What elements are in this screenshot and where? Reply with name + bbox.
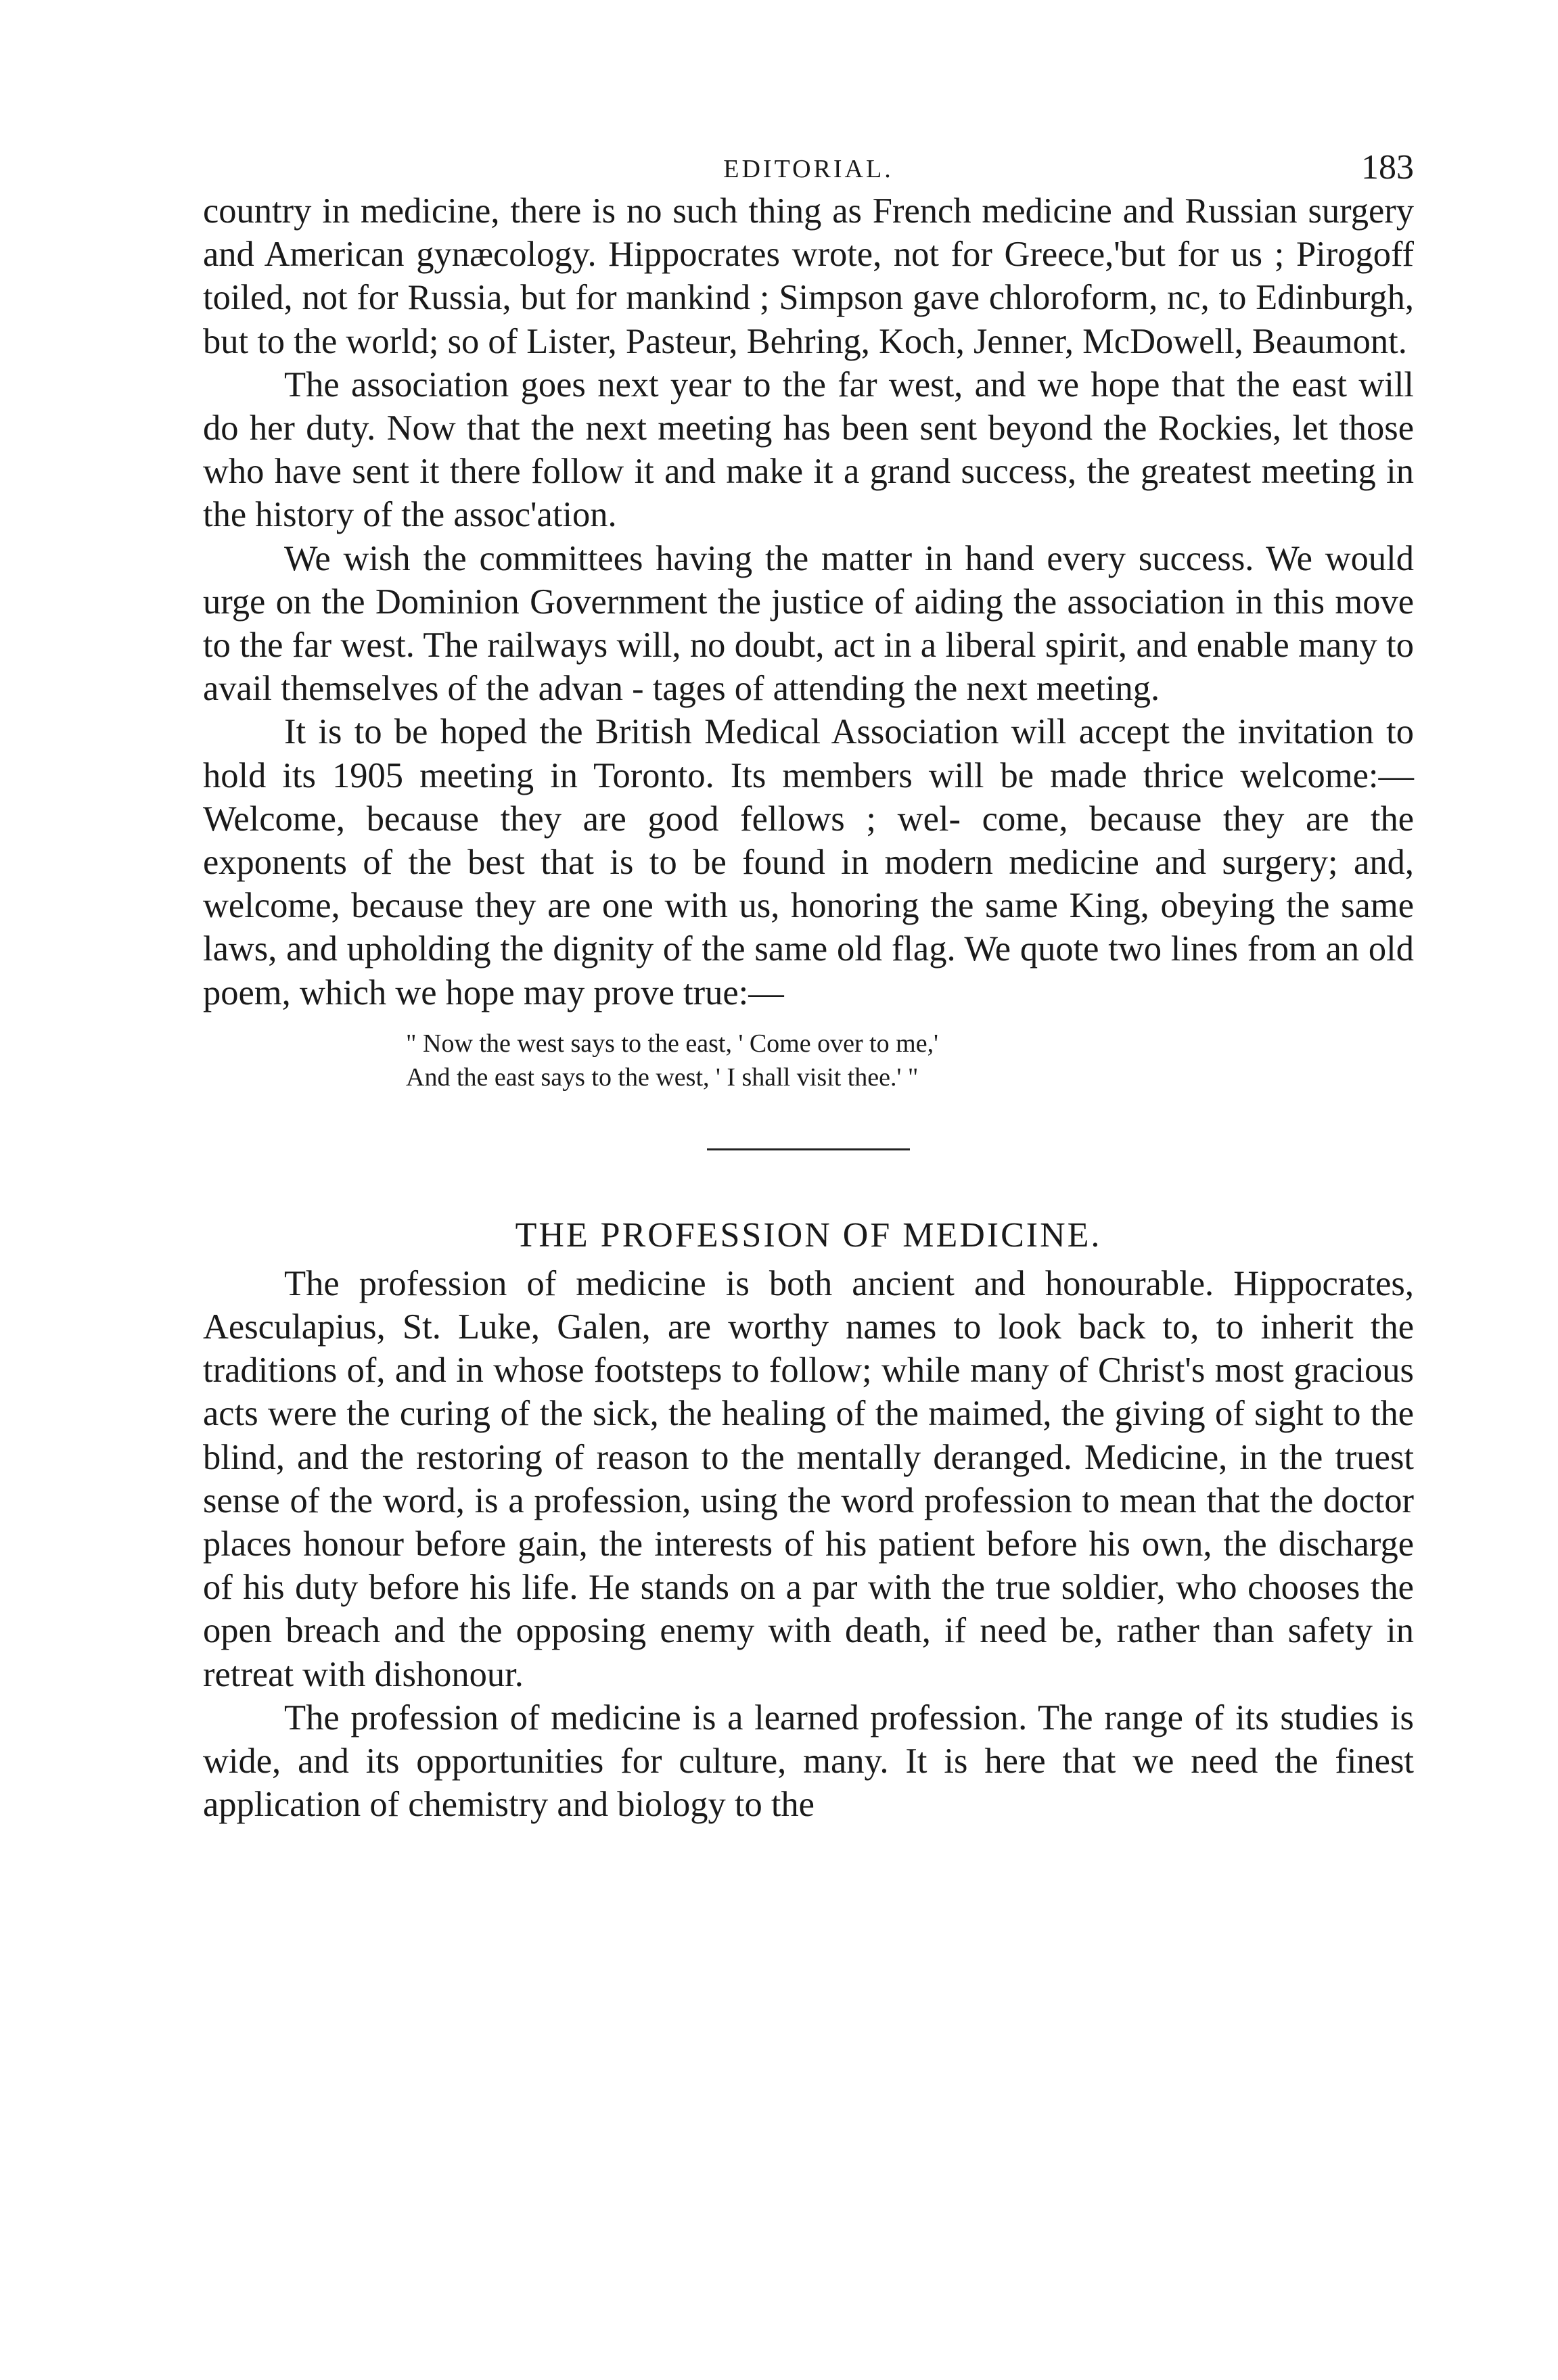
paragraph-profession-learned: The profession of medicine is a learned profession. The range of its studies is wide, and its opportunities for culture, many. It is here that we need the finest application of chemistry and biology to the (203, 1698, 1414, 1825)
paragraph-british-association: It is to be hoped the British Medical Association will accept the invitation to hold its 1905 meeting in Toronto. Its members will be made thrice welcome:—Welcome, because they are good fellows ; wel- come, because they are the exponents of the best that is to be found in modern medicine and surgery; and, welcome, because they are one with us, honoring the same King, obeying the same laws, and upholding the dignity of the same old flag. We quote two lines from an old poem, which we hope may prove true:— (203, 712, 1414, 1012)
running-title: EDITORIAL. (723, 155, 894, 183)
paragraph-profession-ancient: The profession of medicine is both ancient and honourable. Hippocrates, Aesculapius, St. Luke, Galen, are worthy names to look back to, to inherit the traditions of, and in whose footsteps to follow; while many of Christ's most gracious acts were the curing of the sick, the healing of the maimed, the giving of sight to the blind, and the restoring of reason to the mentally deranged. Medicine, in the truest sense of the word, is a profession, using the word profession to mean that the doctor places honour before gain, the interests of his patient before his own, the discharge of his duty before his life. He stands on a par with the true soldier, who chooses the open breach and the opposing enemy with death, if need be, rather than safety in retreat with dishonour. (203, 1263, 1414, 1694)
poem-line-1: " Now the west says to the east, ' Come over to me,' (406, 1029, 938, 1058)
document-page (203, 135, 1414, 1827)
paragraph-committees: We wish the committees having the matter in hand every success. We would urge on the Dominion Government the justice of aiding the association in this move to the far west. The railways will, no doubt, act in a liberal spirit, and enable many to avail themselves of the advan - tages of attending the next meeting. (203, 538, 1414, 709)
page-number: 183 (1361, 148, 1414, 187)
section-divider (707, 1148, 910, 1150)
running-header (203, 135, 1414, 189)
paragraph-association-west: The association goes next year to the far west, and we hope that the east will do her duty. Now that the next meeting has been sent beyond the Rockies, let those who have sent it there follow it and make it a grand success, the greatest meeting in the history of the assoc'ation. (203, 365, 1414, 535)
paragraph-continued: country in medicine, there is no such thing as French medicine and Russian surgery and American gynæcology. Hippocrates wrote, not for Greece,'but for us ; Pirogoff toiled, not for Russia, but for mankind ; Simpson gave chloroform, nc, to Edinburgh, but to the world; so of Lister, Pasteur, Behring, Koch, Jenner, McDowell, Beaumont. (203, 191, 1414, 361)
poem-line-2: And the east says to the west, ' I shall visit thee.' " (406, 1063, 919, 1092)
section-heading: THE PROFESSION OF MEDICINE. (515, 1215, 1102, 1255)
poem-quote (406, 1027, 1414, 1094)
